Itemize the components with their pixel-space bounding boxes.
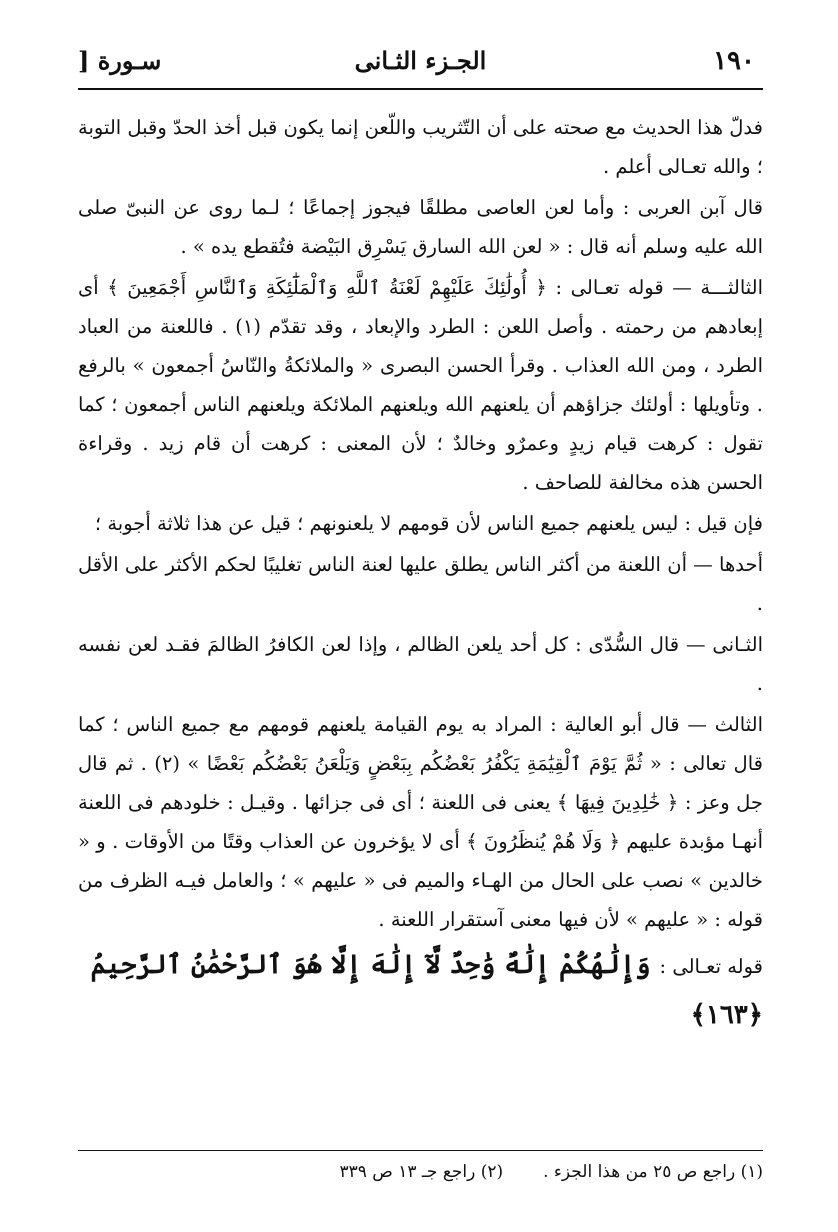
- paragraph: قال آبن العربى : وأما لعن العاصى مطلقًا فيجوز إجماعًا ؛ لـما روى عن النبىّ صلى الله عليه وسلم أنه قال : « لعن الله السارق يَسْرِق البَيْضة فتُقطع يده » .: [78, 196, 763, 258]
- paragraph: فإن قيل : ليس يلعنهم جميع الناس لأن قومهم لا يلعنونهم ؛ قيل عن هذا ثلاثة أجوبة ؛: [94, 512, 763, 535]
- paragraph: الثالث — قال أبو العالية : المراد به يوم القيامة يلعنهم قومهم مع جميع الناس ؛ كما قال تعالى : « ثُمَّ يَوْمَ ٱلْقِيَٰمَةِ يَكْفُرُ بَعْضُكُم بِبَعْضٍ وَيَلْعَنُ بَعْضُكُم بَعْضًا » (٢) . ثم قال جل وعز : ﴿ خَٰلِدِينَ فِيهَا ﴾ يعنى فى اللعنة ؛ أى فى جزائها . وقيـل : خلودهم فى اللعنة أنهـا مؤبدة عليهم ﴿ وَلَا هُمْ يُنظَرُونَ ﴾ أى لا يؤخرون عن العذاب وقتًا من الأوقات . و « خالدين » نصب على الحال من الهـاء والميم فى « عليهم » ؛ والعامل فيـه الظرف من قوله : « عليهم » لأن فيها معنى آستقرار اللعنة .: [78, 713, 763, 931]
- footnotes: [230, 1162, 763, 1182]
- paragraph: [78, 1041, 763, 1046]
- body-text: [78, 108, 763, 1046]
- paragraph: فدلّ هذا الحديث مع صحته على أن التّثريب واللّعن إنما يكون قبل أخذ الحدّ وقبل التوبة ؛ والله تعـالى أعلم .: [78, 116, 763, 178]
- footnote-1: (١) راجع ص ٢٥ من هذا الجزء .: [543, 1162, 763, 1182]
- paragraph: أحدها — أن اللعنة من أكثر الناس يطلق عليها لعنة الناس تغليبًا لحكم الأكثر على الأقل .: [78, 553, 763, 615]
- page-header: [78, 36, 763, 90]
- surah-label: سـورة [: [78, 46, 162, 75]
- quran-verse: وَإِلَٰهُكُمْ إِلَٰهٌ وَٰحِدٌ لَّآ إِلَٰهَ إِلَّا هُوَ ٱلرَّحْمَٰنُ ٱلرَّحِيمُ ﴿١٦٣﴾: [90, 950, 763, 1030]
- paragraph: الثالثـــة — قوله تعـالى : ﴿ أُولَٰئِكَ عَلَيْهِمْ لَعْنَةُ ٱللَّهِ وَٱلْمَلَٰٓئِكَةِ وَٱلنَّاسِ أَجْمَعِينَ ﴾ أى إبعادهم من رحمته . وأصل اللعن : الطرد والإبعاد ، وقد تقدّم (١) . فاللعنة من العباد الطرد ، ومن الله العذاب . وقرأ الحسن البصرى « والملائكةُ والنّاسُ أجمعون » بالرفع . وتأويلها : أولئك جزاؤهم أن يلعنهم الله ويلعنهم الملائكة ويلعنهم الناس أجمعون ؛ كما تقول : كرهت قيام زيدٍ وعمرٌو وخالدٌ ؛ لأن المعنى : كرهت أن قام زيد . وقراءة الحسن هذه مخالفة للصاحف .: [78, 276, 763, 494]
- footnote-rule: [78, 1150, 763, 1151]
- verse-heading: [78, 941, 763, 1039]
- verse-lead: قوله تعـالى :: [659, 955, 763, 978]
- paragraph: الثـانى — قال السُّدّى : كل أحد يلعن الظالم ، وإذا لعن الكافرُ الظالمَ فقـد لعن نفسه .: [78, 633, 763, 695]
- page-number: ١٩٠: [713, 46, 755, 76]
- header-rule: [78, 88, 763, 90]
- footnote-2: (٢) راجع جـ ١٣ ص ٣٣٩: [339, 1162, 504, 1182]
- part-title: الجـزء الثـانى: [354, 46, 487, 75]
